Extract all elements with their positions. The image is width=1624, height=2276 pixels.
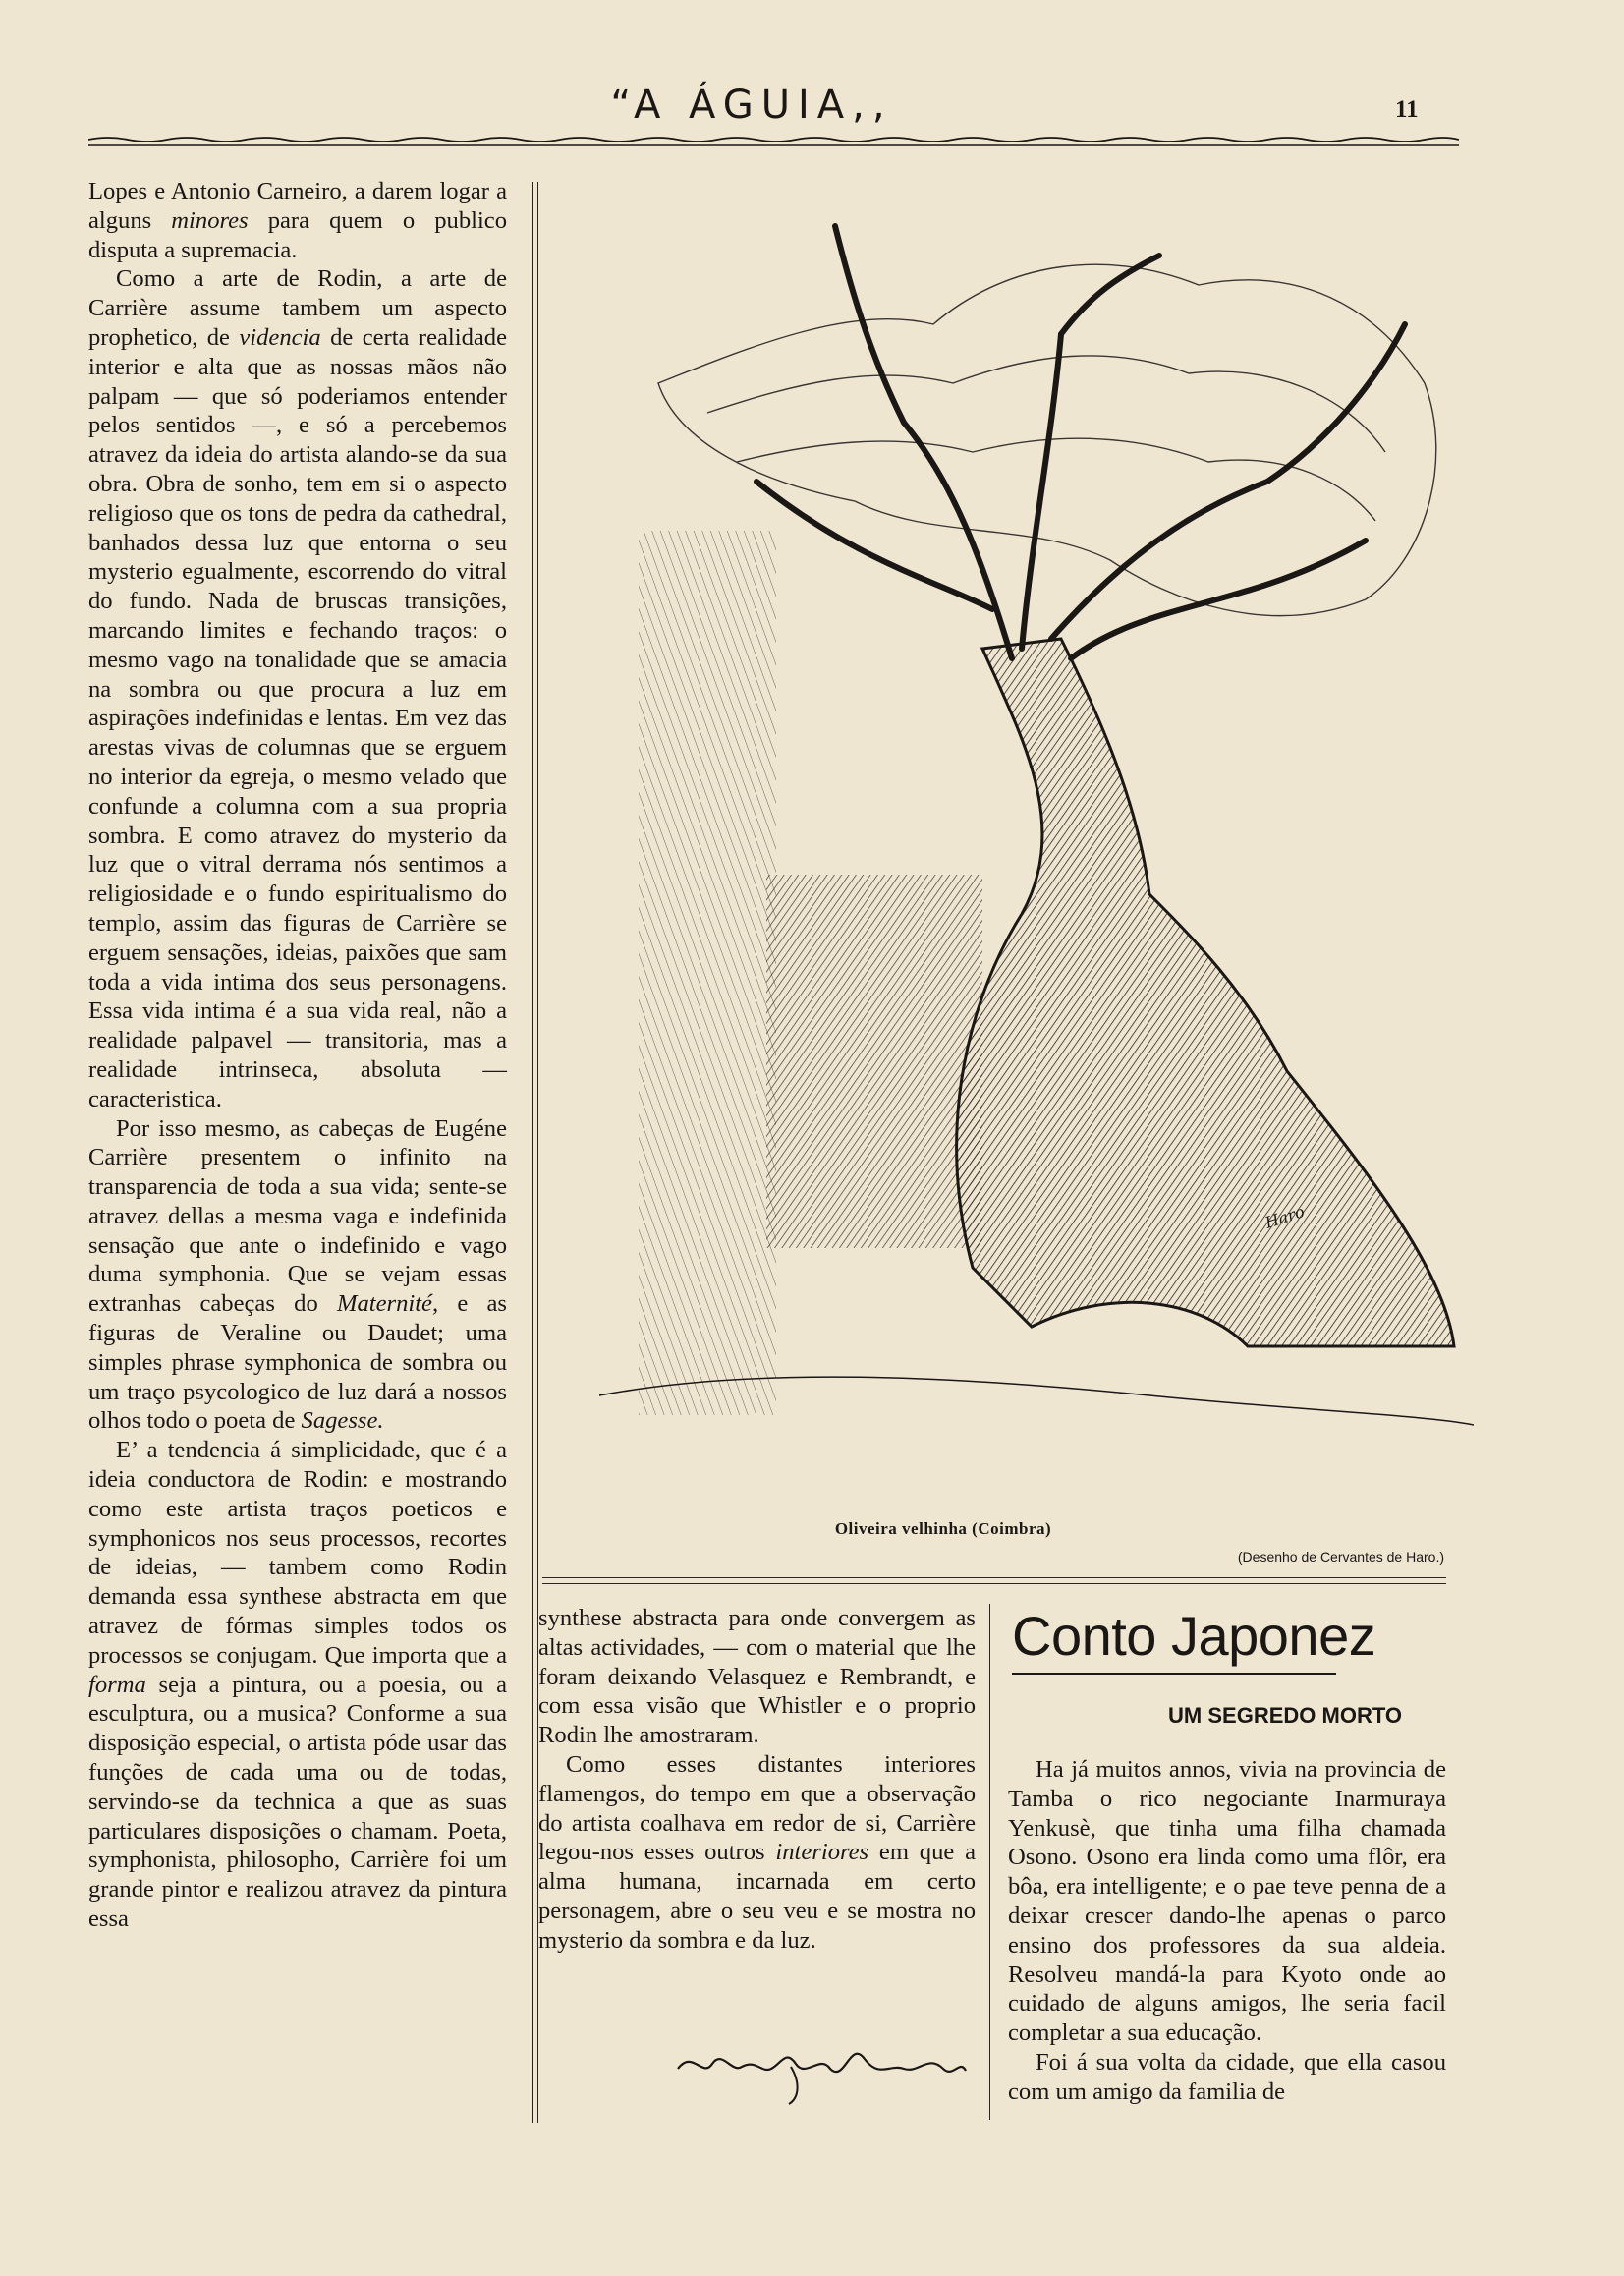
column-divider xyxy=(989,1604,990,2120)
illustration-credit: (Desenho de Cervantes de Haro.) xyxy=(1237,1549,1444,1565)
author-signature xyxy=(673,2029,968,2108)
right-column-text xyxy=(1008,1755,1446,2107)
left-column-text xyxy=(88,177,507,1934)
illustration-caption: Oliveira velhinha (Coimbra) xyxy=(834,1519,1052,1538)
section-divider xyxy=(542,1583,1446,1584)
paragraph: Ha já muitos annos, vivia na provincia de Tamba o rico negociante Inarmuraya Yenkusè, que tinha uma filha chamada Osono. Osono era linda como uma flôr, era bôa, era intelligente; e o pae teve penna de a deixar crescer dando-lhe apenas o parco ensino dos professores da sua aldeia. Resolveu mandá-la para Kyoto onde ao cuidado de alguns amigos, lhe seria facil completar a sua educação. xyxy=(1008,1756,1446,2047)
paragraph: synthese abstracta para onde convergem as altas actividades, — com o material que lhe foram deixando Velasquez e Rembrandt, e com essa visão que Whistler e o proprio Rodin lhe amostraram. xyxy=(538,1605,976,1749)
story-title: Conto Japonez xyxy=(1012,1605,1376,1667)
story-subtitle: UM SEGREDO MORTO xyxy=(1168,1703,1402,1728)
olive-tree-illustration xyxy=(560,187,1474,1513)
page-number: 11 xyxy=(1395,96,1419,123)
paragraph: Como esses distantes interiores flamengos, do tempo em que a observação do artista coalhava em redor de si, Carrière legou-nos esses outros interiores em que a alma humana, incarnada em certo personagem, abre o seu veu e se mostra no mysterio da sombra e da luz. xyxy=(538,1750,976,1954)
paragraph: E’ a tendencia á simplicidade, que é a ideia conductora de Rodin: e mostrando como este artista traços poeticos e symphonicos nos seus processos, recortes de ideias, — tambem como Rodin demanda essa synthese abstracta em que atravez de fórmas simples todos os processos se conjugam. Que importa que a forma seja a pintura, ou a poesia, ou a esculptura, ou a musica? Conforme a sua disposição especial, o artista póde usar das funções de cada uma ou de todas, servindo-se da technica a que as suas particulares disposições o chamam. Poeta, symphonista, philosopho, Carrière foi um grande pintor e realizou atravez da pintura essa xyxy=(88,1437,507,1933)
paragraph: Lopes e Antonio Carneiro, a darem logar a alguns minores para quem o publico disputa a supremacia. xyxy=(88,178,507,263)
paragraph: Como a arte de Rodin, a arte de Carrière assume tambem um aspecto prophetico, de videncia de certa realidade interior e alta que as nossas mãos não palpam — que só poderiamos entender pelos sentidos —, e só a percebemos atravez da ideia do artista alando-se da sua obra. Obra de sonho, tem em si o aspecto religioso que os tons de pedra da cathedral, banhados dessa luz que entorna o seu mysterio egualmente, escorrendo do vitral do fundo. Nada de bruscas transições, marcando limites e fechando traços: o mesmo vago na tonalidade que se amacia na sombra ou que procura a luz em aspirações indefinidas e lentas. Em vez das arestas vivas de columnas que se erguem no interior da egreja, o mesmo velado que confunde a columna com a sua propria sombra. E como atravez do mysterio da luz que o vitral derrama nós sentimos a religiosidade e o fundo espiritualismo do templo, assim das figuras de Carrière se erguem sensações, ideias, paixões que sam toda a vida intima dos seus personagens. Essa vida intima é a sua vida real, não a realidade palpavel — transitoria, mas a realidade intrinseca, absoluta — caracteristica. xyxy=(88,265,507,1112)
header-ornamental-rule xyxy=(88,134,1459,149)
paragraph: Por isso mesmo, as cabeças de Eugéne Carrière presentem o infinito na transparencia de toda a sua vida; sente-se atravez dellas a mesma vaga e indefinida sensação que ante o indefinido e vago duma symphonia. Que se vejam essas extranhas cabeças do Maternité, e as figuras de Veraline ou Daudet; uma simples phrase symphonica de sombra ou um traço psycologico de luz dará a nossos olhos todo o poeta de Sagesse. xyxy=(88,1114,507,1435)
middle-column-text xyxy=(538,1604,976,1956)
svg-text:Haro: Haro xyxy=(1262,1202,1308,1232)
column-divider xyxy=(532,182,533,2123)
section-divider xyxy=(542,1577,1446,1578)
story-title-underline xyxy=(1012,1673,1336,1675)
paragraph: Foi á sua volta da cidade, que ella casou com um amigo da familia de xyxy=(1008,2048,1446,2105)
page-header-title: “A ÁGUIA,, xyxy=(610,83,893,128)
